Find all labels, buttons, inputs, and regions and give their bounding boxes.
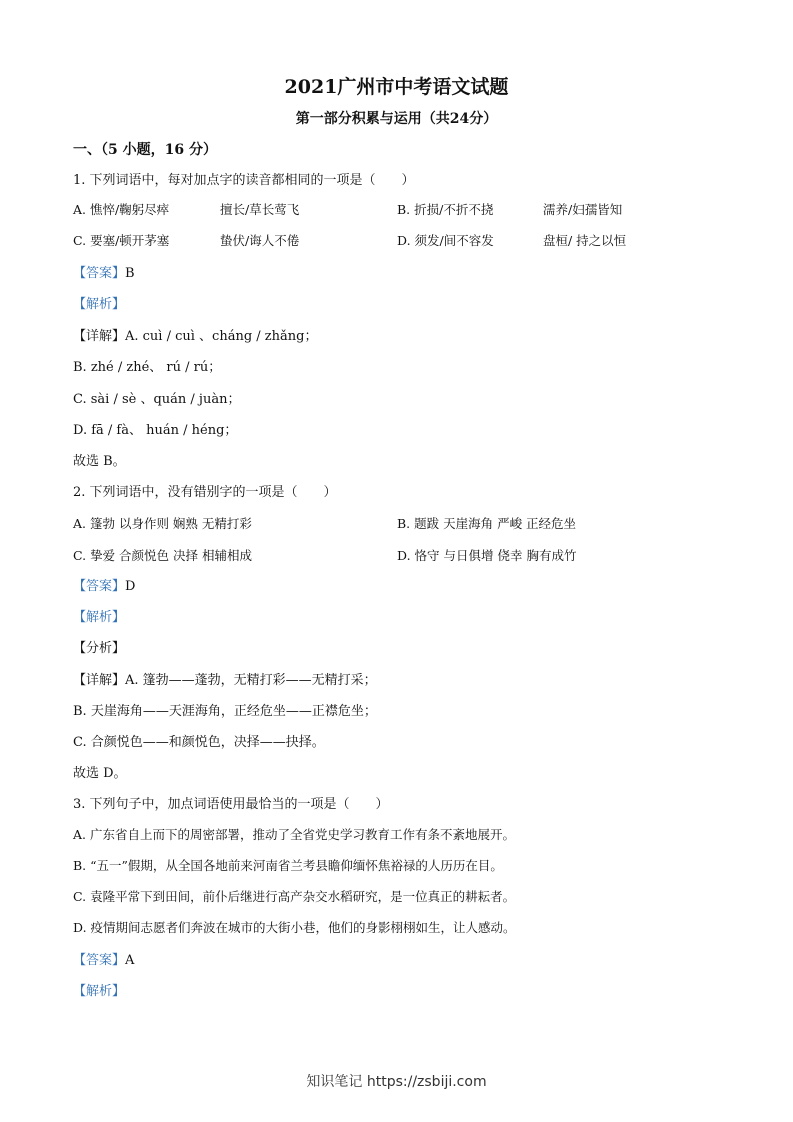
q1-option-d-1: D. 须发/间不容发 (397, 233, 494, 248)
q2-option-a: A. 篷勃 以身作则 娴熟 无精打彩 (73, 516, 252, 531)
q2-conclusion: 故选 D。 (73, 766, 127, 781)
q3-option-b: B. “五一”假期，从全国各地前来河南省兰考县瞻仰缅怀焦裕禄的人历历在目。 (73, 858, 503, 873)
q1-detail-1: 【详解】A. cuì / cuì 、cháng / zhǎng； (73, 329, 318, 344)
q2-answer (73, 578, 135, 596)
q2-option-c: C. 挚爱 合颜悦色 决择 相辅相成 (73, 548, 252, 563)
answer-label: 【答案】 (73, 579, 126, 594)
section-heading: 一、（5 小题，16 分） (73, 142, 217, 158)
q1-option-b-1: B. 折损/不折不挠 (397, 202, 494, 217)
page-subtitle: 第一部分积累与运用（共24分） (295, 111, 498, 127)
q1-analysis-label: 【解析】 (73, 297, 126, 312)
q2-analysis-label: 【解析】 (73, 610, 126, 625)
q1-answer (73, 265, 135, 283)
q3-option-d: D. 疫情期间志愿者们奔波在城市的大街小巷，他们的身影栩栩如生，让人感动。 (73, 920, 516, 935)
q2-option-d: D. 恪守 与日俱增 侥幸 胸有成竹 (397, 548, 577, 563)
q2-option-b: B. 题跋 天崖海角 严峻 正经危坐 (397, 516, 577, 531)
q2-fenxi-label: 【分析】 (73, 641, 126, 656)
answer-value: B (125, 266, 135, 281)
page-title: 2021广州市中考语文试题 (284, 76, 509, 98)
q2-detail-1: 【详解】A. 篷勃——蓬勃，无精打彩——无精打采； (73, 673, 377, 688)
q1-option-a-1: A. 憔悴/鞠躬尽瘁 (73, 202, 170, 217)
q1-stem: 1. 下列词语中，每对加点字的读音都相同的一项是（ ） (73, 173, 415, 188)
answer-value: A (125, 953, 135, 968)
answer-value: D (125, 579, 136, 594)
q1-option-c-1: C. 要塞/顿开茅塞 (73, 233, 170, 248)
q1-option-a-2: 擅长/草长莺飞 (220, 202, 300, 217)
q2-detail-2: B. 天崖海角——天涯海角，正经危坐——正襟危坐； (73, 704, 377, 719)
q3-option-c: C. 袁隆平常下到田间，前仆后继进行高产杂交水稻研究，是一位真正的耕耘者。 (73, 889, 516, 904)
q3-option-a: A. 广东省自上而下的周密部署，推动了全省党史学习教育工作有条不紊地展开。 (73, 827, 515, 842)
q1-conclusion: 故选 B。 (73, 454, 126, 469)
q1-option-c-2: 蛰伏/诲人不倦 (220, 233, 300, 248)
q2-detail-3: C. 合颜悦色——和颜悦色，决择——抉择。 (73, 735, 325, 750)
q1-option-d-2: 盘桓/ 持之以恒 (543, 233, 627, 248)
q2-stem: 2. 下列词语中，没有错别字的一项是（ ） (73, 485, 337, 500)
q3-answer (73, 952, 134, 970)
q3-stem: 3. 下列句子中，加点词语使用最恰当的一项是（ ） (73, 797, 389, 812)
answer-label: 【答案】 (73, 266, 126, 281)
q1-detail-3: C. sài / sè 、quán / juàn； (73, 392, 241, 407)
q3-analysis-label: 【解析】 (73, 984, 126, 999)
q1-option-b-2: 濡养/妇孺皆知 (543, 202, 623, 217)
q1-detail-4: D. fā / fà、 huán / héng； (73, 423, 238, 438)
footer-watermark[interactable]: 知识笔记 https://zsbiji.com (306, 1074, 487, 1090)
q1-detail-2: B. zhé / zhé、 rú / rú； (73, 360, 222, 375)
answer-label: 【答案】 (73, 953, 126, 968)
